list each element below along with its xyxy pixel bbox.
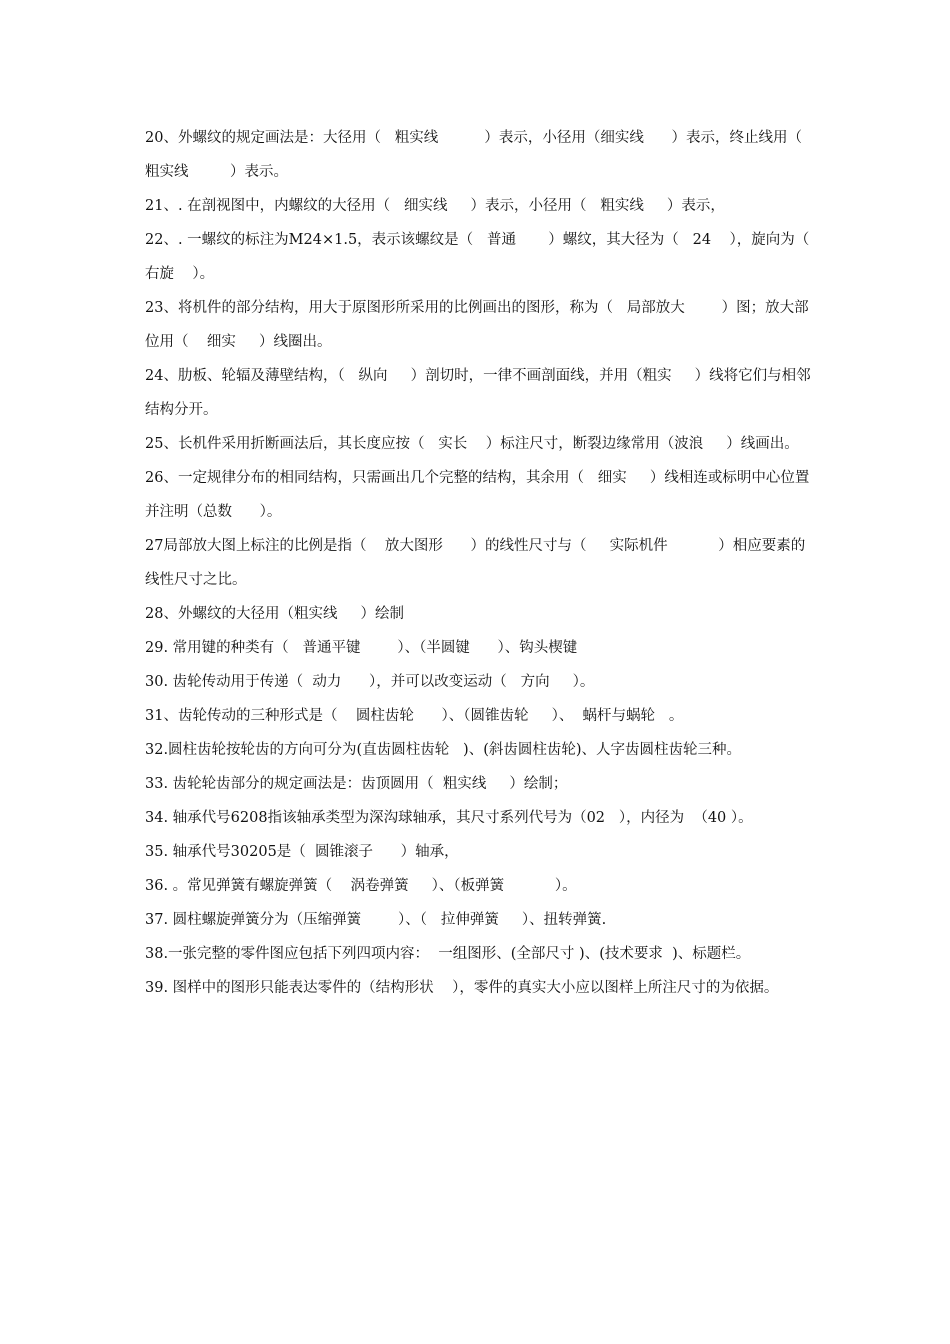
question-30: 30. 齿轮传动用于传递（ 动力 ），并可以改变运动（ 方向 ）。 [145, 674, 595, 690]
question-27: 27局部放大图上标注的比例是指（ 放大图形 ）的线性尺寸与（ 实际机件 ）相应要素的线性尺寸之比。 [145, 538, 806, 588]
question-36: 36. 。常见弹簧有螺旋弹簧（ 涡卷弹簧 ）、（板弹簧 ）。 [145, 878, 577, 894]
question-33: 33. 齿轮轮齿部分的规定画法是：齿顶圆用（ 粗实线 ）绘制； [145, 776, 568, 792]
question-24: 24、肋板、轮辐及薄壁结构，（ 纵向 ）剖切时，一律不画剖面线，并用（粗实 ）线将它们与相邻结构分开。 [145, 368, 811, 418]
question-35: 35. 轴承代号30205是（ 圆锥滚子 ）轴承， [145, 844, 459, 860]
document-page [145, 121, 833, 1005]
question-25: 25、长机件采用折断画法后，其长度应按（ 实长 ）标注尺寸，断裂边缘常用（波浪 ）线画出。 [145, 436, 799, 452]
question-22: 22、. 一螺纹的标注为M24×1.5，表示该螺纹是（ 普通 ）螺纹，其大径为（ 24 ），旋向为（ 右旋 ）。 [145, 232, 833, 282]
question-29: 29. 常用键的种类有（ 普通平键 ）、（半圆键 ）、钩头楔键 [145, 640, 578, 656]
question-32: 32.圆柱齿轮按轮齿的方向可分为(直齿圆柱齿轮 )、(斜齿圆柱齿轮)、人字齿圆柱齿轮三种。 [145, 742, 742, 758]
question-38: 38.一张完整的零件图应包括下列四项内容： 一组图形、(全部尺寸 )、(技术要求 )、标题栏。 [145, 946, 751, 962]
question-28: 28、外螺纹的大径用（粗实线 ）绘制 [145, 606, 404, 622]
question-26: 26、一定规律分布的相同结构，只需画出几个完整的结构，其余用（ 细实 ）线相连或标明中心位置并注明（总数 ）。 [145, 470, 810, 520]
question-23: 23、将机件的部分结构，用大于原图形所采用的比例画出的图形，称为（ 局部放大 ）图；放大部位用（ 细实 ）线圈出。 [145, 300, 809, 350]
question-37: 37. 圆柱螺旋弹簧分为（压缩弹簧 ）、（ 拉伸弹簧 ）、扭转弹簧. [145, 912, 607, 928]
question-39: 39. 图样中的图形只能表达零件的（结构形状 ），零件的真实大小应以图样上所注尺寸的为依据。 [145, 980, 779, 996]
question-21: 21、. 在剖视图中，内螺纹的大径用（ 细实线 ）表示，小径用（ 粗实线 ）表示， [145, 198, 725, 214]
question-20: 20、外螺纹的规定画法是：大径用（ 粗实线 ）表示，小径用（细实线 ）表示，终止线用（ 粗实线 ）表示。 [145, 130, 816, 180]
question-31: 31、齿轮传动的三种形式是（ 圆柱齿轮 ）、（圆锥齿轮 ）、 蜗杆与蜗轮 。 [145, 708, 684, 724]
question-34: 34. 轴承代号6208指该轴承类型为深沟球轴承，其尺寸系列代号为（02 ），内径为 （40 ）。 [145, 810, 753, 826]
